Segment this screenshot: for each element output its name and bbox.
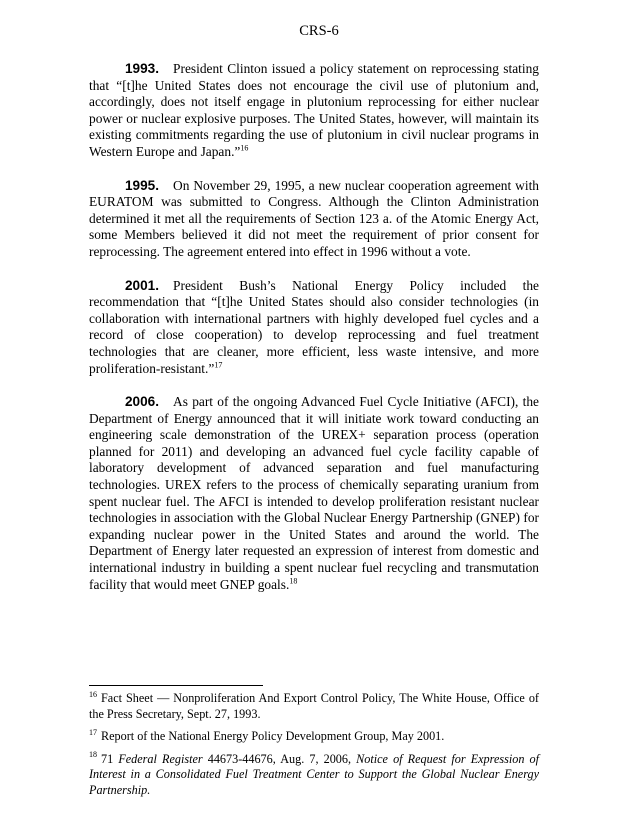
footnote-18 <box>89 752 539 799</box>
footnote-citation-title: Federal Register <box>118 751 203 766</box>
footnote-text: 44673-44676, Aug. 7, 2006, <box>202 751 357 766</box>
paragraph-text: As part of the ongoing Advanced Fuel Cycle Initiative (AFCI), the Department of Energy announced that it will initiate work toward conducting an engineering scale demonstration of the UREX+ separation process (operation planned for 2011) and developing an advanced fuel cycle facility capable of laboratory development of advanced separation and fuel manufacturing technologies. UREX refers to the process of chemically separating uranium from spent nuclear fuel. The AFCI is intended to develop proliferation resistant nuclear technologies in association with the Global Nuclear Energy Partnership (GNEP) for expanding nuclear power in the United States and around the world. The Department of Energy later requested an expression of interest from domestic and international industry in building a spent nuclear fuel recycling and transmutation facility that would meet GNEP goals. <box>89 394 539 592</box>
paragraph-text: On November 29, 1995, a new nuclear cooperation agreement with EURATOM was submitted to Congress. Although the Clinton Administration determined it met all the requirements of Section 123 a. of the Atomic Energy Act, some Members believed it did not meet the requirement of prior consent for reprocessing. The agreement entered into effect in 1996 without a vote. <box>89 177 539 259</box>
body-text <box>89 61 539 610</box>
paragraph-2001 <box>89 278 539 378</box>
year-label: 2006. <box>125 394 160 410</box>
footnote-number: 18 <box>89 750 97 760</box>
footnote-text: 71 <box>101 751 119 766</box>
footnote-reference[interactable]: 17 <box>214 360 223 370</box>
year-label: 1993. <box>125 61 160 76</box>
footnote-text: Fact Sheet — Nonproliferation And Export Control Policy, The White House, Office of the Press Secretary, Sept. 27, 1993. <box>89 691 539 721</box>
page-number-header: CRS-6 <box>299 23 339 39</box>
year-label: 2001. <box>125 277 160 293</box>
footnote-divider <box>89 685 263 686</box>
footnote-number: 17 <box>89 727 97 737</box>
paragraph-1993 <box>89 61 539 161</box>
footnotes-section <box>89 691 539 805</box>
footnote-document-title: Notice of Request for Expression of Interest in a Consolidated Fuel Treatment Center to Support the Global Nuclear Energy Partnership. <box>89 751 539 797</box>
footnote-text: Report of the National Energy Policy Development Group, May 2001. <box>101 729 445 743</box>
footnote-number: 16 <box>89 689 97 699</box>
footnote-reference[interactable]: 18 <box>289 576 298 586</box>
paragraph-text: President Bush’s National Energy Policy included the recommendation that “[t]he United States should also consider technologies (in collaboration with international partners with highly developed fuel cycles and a record of close cooperation) to develop reprocessing and fuel treatment technologies that are cleaner, more efficient, less waste intensive, and more proliferation-resistant.” <box>89 277 539 376</box>
footnote-16 <box>89 691 539 722</box>
paragraph-2006 <box>89 394 539 593</box>
footnote-reference[interactable]: 16 <box>240 143 249 153</box>
year-label: 1995. <box>125 177 160 193</box>
paragraph-text: President Clinton issued a policy statement on reprocessing stating that “[t]he United States does not encourage the civil use of plutonium and, accordingly, does not itself engage in plutonium reprocessing for either nuclear power or nuclear explosive purposes. The United States, however, will maintain its existing commitments regarding the use of plutonium in civil nuclear programs in Western Europe and Japan.” <box>89 61 539 159</box>
paragraph-1995 <box>89 178 539 261</box>
footnote-17 <box>89 729 539 745</box>
